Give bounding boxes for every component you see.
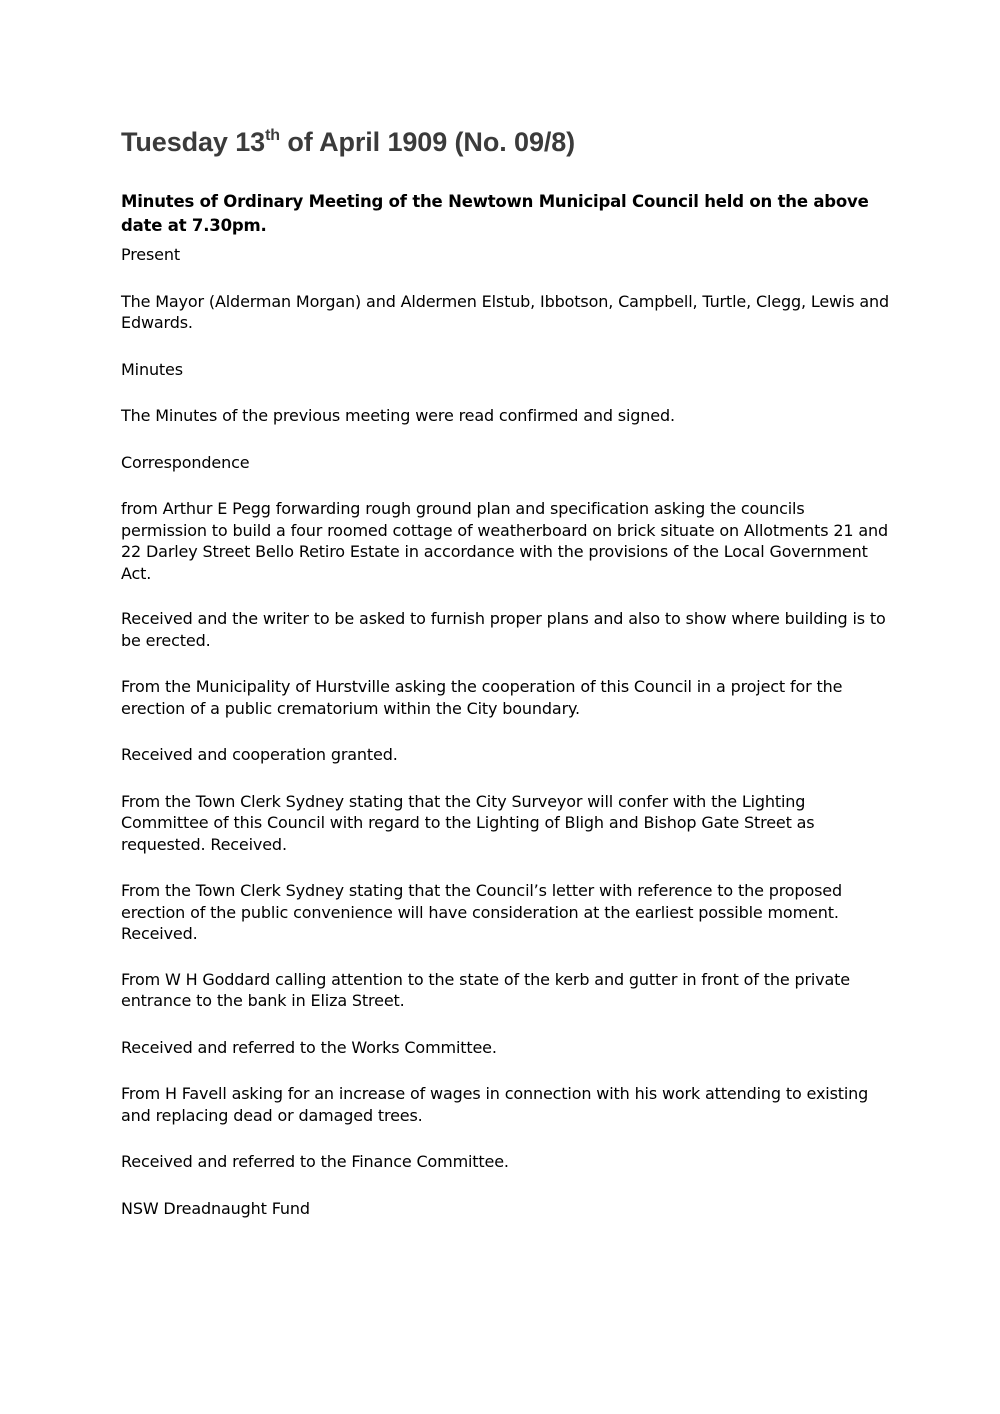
paragraph-attendees: The Mayor (Alderman Morgan) and Aldermen Elstub, Ibbotson, Campbell, Turtle, Clegg, Lewis and Edwards.: [121, 291, 890, 332]
paragraph-hurstville-letter: From the Municipality of Hurstville asking the cooperation of this Council in a project for the erection of a public crematorium within the City boundary.: [121, 677, 843, 718]
paragraph-hurstville-resolution: Received and cooperation granted.: [121, 745, 398, 764]
paragraph-goddard-resolution: Received and referred to the Works Committee.: [121, 1037, 497, 1057]
section-label-minutes: Minutes: [121, 359, 183, 379]
paragraph-town-clerk-lighting: From the Town Clerk Sydney stating that the City Surveyor will confer with the Lighting Committee of this Council with regard to the Lighting of Bligh and Bishop Gate Street as requested. Received.: [121, 791, 815, 854]
paragraph-pegg-letter: from Arthur E Pegg forwarding rough ground plan and specification asking the councils permission to build a four roomed cottage of weatherboard on brick situate on Allotments 21 and 22 Darley Street Bello Retiro Estate in accordance with the provisions of the Local Government Act.: [121, 499, 889, 583]
paragraph-goddard-letter: From W H Goddard calling attention to the state of the kerb and gutter in front of the private entrance to the bank in Eliza Street.: [121, 969, 850, 1010]
section-label-dreadnaught-fund: NSW Dreadnaught Fund: [121, 1198, 310, 1218]
title-rest: of April 1909 (No. 09/8): [279, 127, 576, 157]
paragraph-minutes-confirmed: The Minutes of the previous meeting were read confirmed and signed.: [121, 406, 675, 425]
minutes-heading: Minutes of Ordinary Meeting of the Newtown Municipal Council held on the above date at 7.30pm.: [121, 192, 869, 235]
section-label-present: Present: [121, 245, 180, 264]
title-ordinal-suffix: th: [265, 127, 280, 144]
paragraph-pegg-resolution: Received and the writer to be asked to furnish proper plans and also to show where building is to be erected.: [121, 609, 886, 650]
paragraph-favell-resolution: Received and referred to the Finance Committee.: [121, 1152, 509, 1171]
section-label-correspondence: Correspondence: [121, 452, 250, 472]
paragraph-favell-letter: From H Favell asking for an increase of wages in connection with his work attending to existing and replacing dead or damaged trees.: [121, 1084, 869, 1125]
page-title: [121, 124, 891, 160]
paragraph-town-clerk-convenience: From the Town Clerk Sydney stating that the Council’s letter with reference to the proposed erection of the public convenience will have consideration at the earliest possible moment. Received.: [121, 881, 842, 943]
title-main: Tuesday 13: [121, 127, 266, 157]
document-page: [121, 124, 891, 1219]
